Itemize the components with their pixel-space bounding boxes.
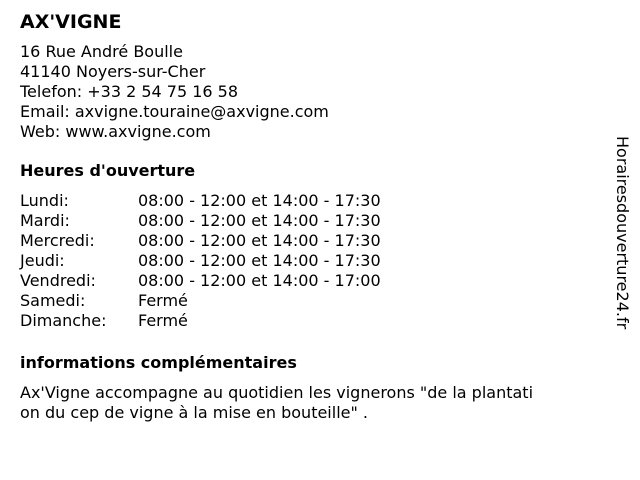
day-label: Dimanche: (20, 311, 107, 330)
hours-table (20, 191, 600, 331)
hours-row-mercredi (20, 231, 600, 251)
hours-row-mardi (20, 211, 600, 231)
hours-row-vendredi (20, 271, 600, 291)
day-hours: Fermé (138, 311, 188, 330)
business-name: AX'VIGNE (20, 11, 122, 33)
day-hours: 08:00 - 12:00 et 14:00 - 17:30 (138, 251, 381, 270)
day-hours: Fermé (138, 291, 188, 310)
postal-city: 41140 Noyers-sur-Cher (20, 62, 206, 81)
day-hours: 08:00 - 12:00 et 14:00 - 17:30 (138, 191, 381, 210)
day-hours: 08:00 - 12:00 et 14:00 - 17:30 (138, 211, 381, 230)
day-label: Lundi: (20, 191, 69, 210)
business-card (20, 10, 600, 423)
day-label: Vendredi: (20, 271, 96, 290)
site-watermark: Horairesdouverture24.fr (613, 136, 632, 330)
address-block (20, 42, 600, 142)
web-line[interactable]: Web: www.axvigne.com (20, 122, 211, 141)
day-hours: 08:00 - 12:00 et 14:00 - 17:00 (138, 271, 381, 290)
day-label: Mardi: (20, 211, 70, 230)
day-hours: 08:00 - 12:00 et 14:00 - 17:30 (138, 231, 381, 250)
day-label: Samedi: (20, 291, 86, 310)
hours-row-lundi (20, 191, 600, 211)
day-label: Jeudi: (20, 251, 65, 270)
day-label: Mercredi: (20, 231, 95, 250)
hours-row-jeudi (20, 251, 600, 271)
hours-row-dimanche (20, 311, 600, 331)
street-address: 16 Rue André Boulle (20, 42, 183, 61)
info-heading: informations complémentaires (20, 353, 297, 372)
phone-line[interactable]: Telefon: +33 2 54 75 16 58 (20, 82, 239, 101)
info-description: Ax'Vigne accompagne au quotidien les vignerons "de la plantation du cep de vigne à la mise en bouteille" . (20, 383, 534, 422)
hours-heading: Heures d'ouverture (20, 161, 196, 180)
hours-row-samedi (20, 291, 600, 311)
email-line[interactable]: Email: axvigne.touraine@axvigne.com (20, 102, 329, 121)
